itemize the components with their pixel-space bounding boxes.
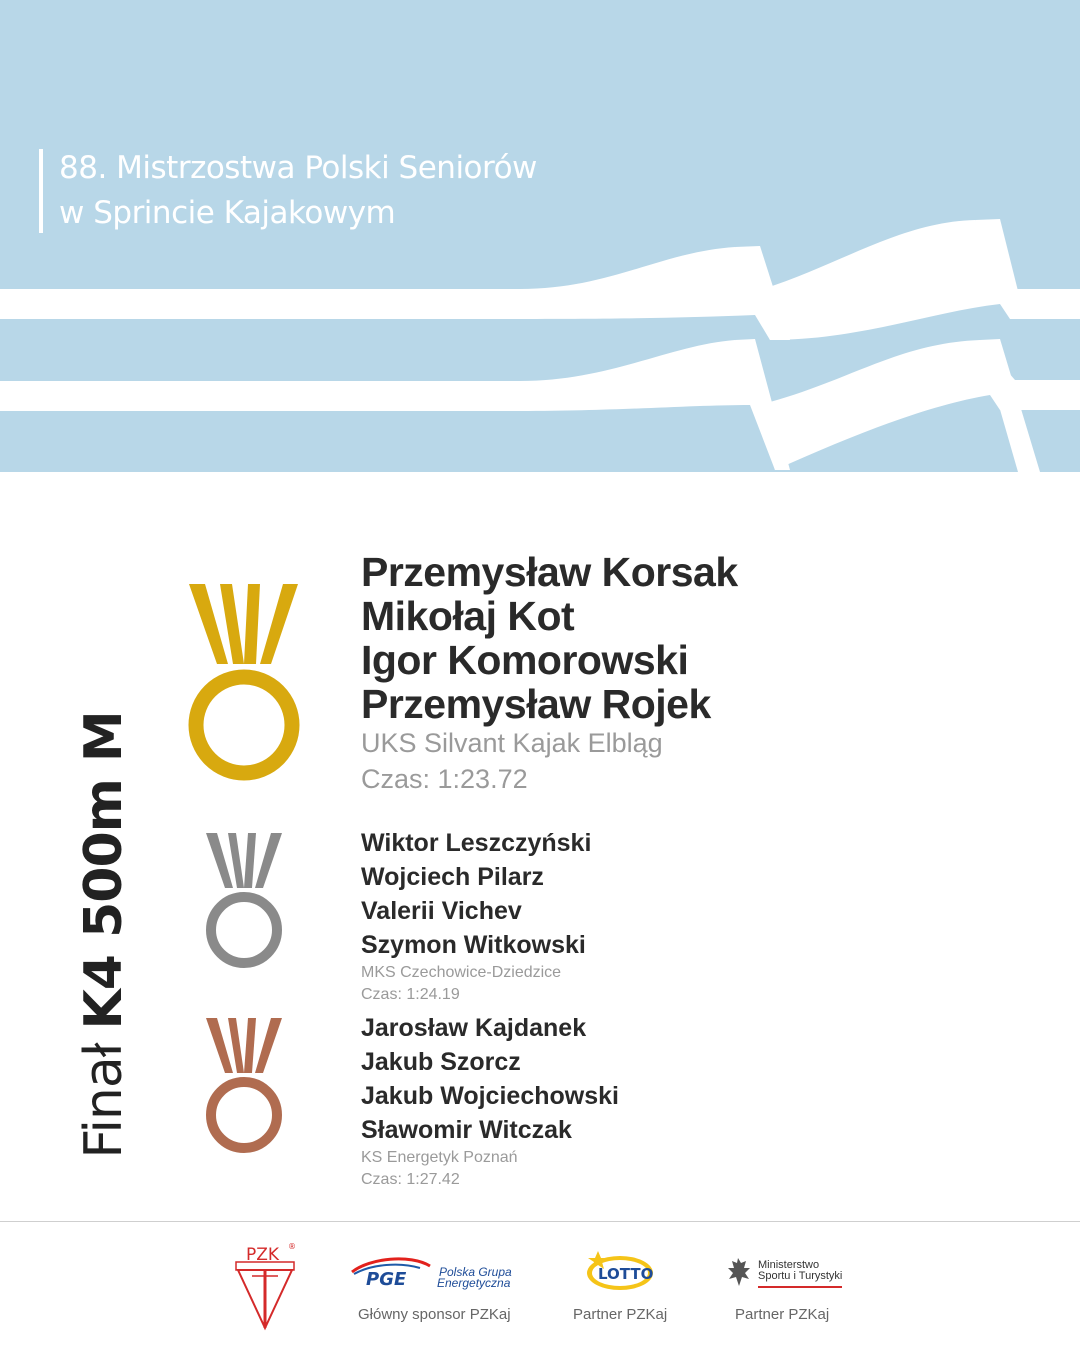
result-place-3 [361, 1011, 619, 1191]
athlete-name: Valerii Vichev [361, 897, 522, 925]
pzk-logo [232, 1240, 298, 1332]
athlete-name: Mikołaj Kot [361, 593, 575, 639]
race-time: Czas: 1:24.19 [361, 986, 460, 1003]
header-banner [0, 0, 1080, 472]
athlete-name: Igor Komorowski [361, 637, 689, 683]
lotto-logo [584, 1248, 656, 1294]
svg-text:Ministerstwo: Ministerstwo [758, 1259, 820, 1271]
event-prefix: Finał [74, 1043, 134, 1159]
result-place-2 [361, 826, 591, 1006]
athlete-name: Przemysław Rojek [361, 681, 711, 727]
title-accent-bar [39, 149, 43, 233]
ministry-logo [722, 1254, 844, 1294]
event-label [74, 711, 134, 1158]
club-name: UKS Silvant Kajak Elbląg [361, 728, 663, 758]
club-name: MKS Czechowice-Dziedzice [361, 964, 562, 981]
athlete-name: Przemysław Korsak [361, 549, 738, 595]
footer-divider [0, 1221, 1080, 1222]
pge-logo [350, 1254, 522, 1294]
svg-text:PZK: PZK [246, 1245, 280, 1265]
svg-text:LOTTO: LOTTO [598, 1265, 654, 1283]
event-name: K4 500m M [74, 711, 134, 1030]
bronze-medal-icon [204, 1018, 284, 1156]
gold-medal-icon [186, 584, 302, 786]
waves-graphic [0, 0, 1080, 472]
championship-title-line2: w Sprincie Kajakowym [59, 195, 396, 231]
svg-text:Sportu i Turystyki: Sportu i Turystyki [758, 1270, 843, 1282]
partner-caption-lotto: Partner PZKaj [573, 1306, 668, 1323]
result-place-1 [361, 550, 738, 798]
athlete-name: Szymon Witkowski [361, 931, 586, 959]
athlete-name: Jakub Szorcz [361, 1048, 521, 1076]
svg-text:®: ® [288, 1242, 296, 1251]
athlete-name: Jakub Wojciechowski [361, 1082, 619, 1110]
race-time: Czas: 1:23.72 [361, 764, 528, 794]
silver-medal-icon [204, 833, 284, 971]
main-sponsor-caption: Główny sponsor PZKaj [358, 1306, 511, 1323]
athlete-name: Sławomir Witczak [361, 1116, 572, 1144]
partner-caption-ministry: Partner PZKaj [735, 1306, 830, 1323]
svg-text:Polska Grupa: Polska Grupa [439, 1265, 512, 1279]
race-time: Czas: 1:27.42 [361, 1171, 460, 1188]
athlete-name: Wiktor Leszczyński [361, 829, 592, 857]
svg-text:PGE: PGE [366, 1269, 407, 1290]
athlete-name: Jarosław Kajdanek [361, 1014, 587, 1042]
athlete-name: Wojciech Pilarz [361, 863, 544, 891]
club-name: KS Energetyk Poznań [361, 1149, 518, 1166]
svg-text:Energetyczna: Energetyczna [437, 1276, 511, 1290]
championship-title-line1: 88. Mistrzostwa Polski Seniorów [59, 150, 537, 186]
